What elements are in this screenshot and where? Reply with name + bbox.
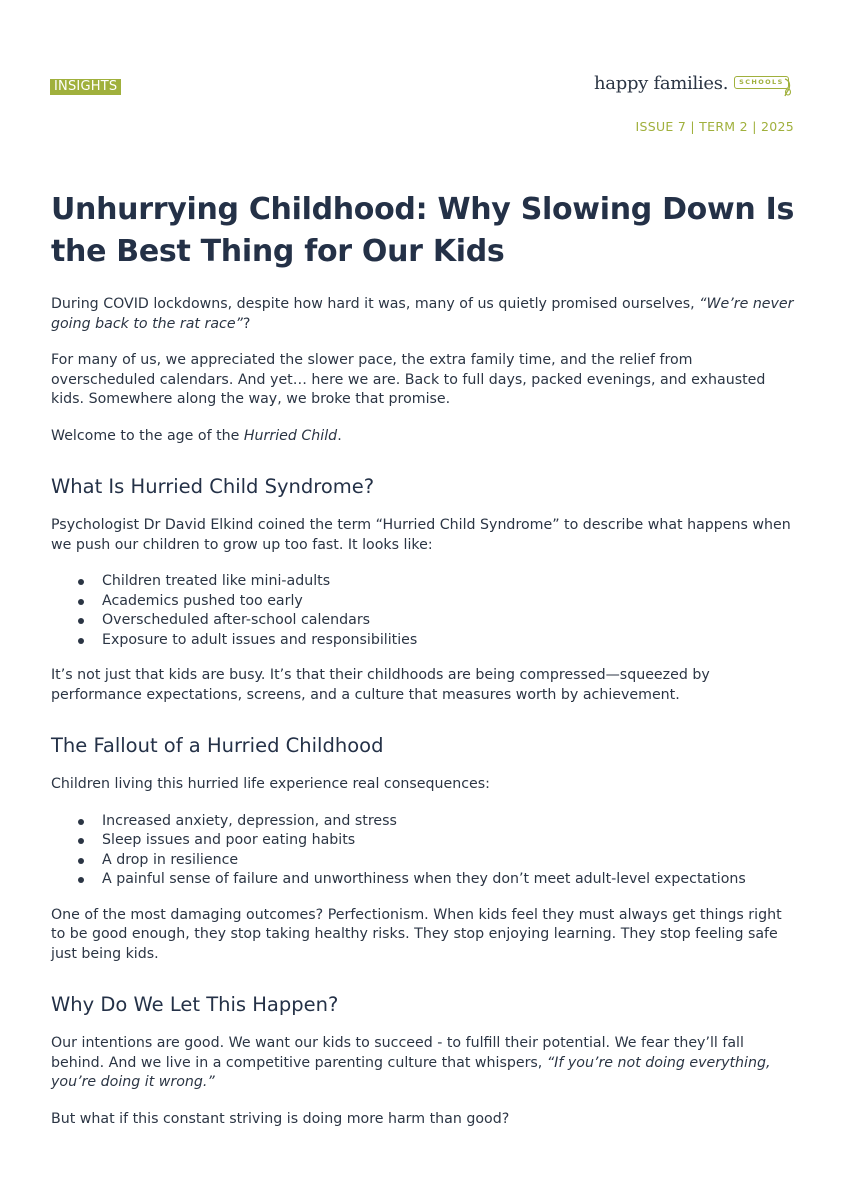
body-paragraph: Our intentions are good. We want our kids to succeed - to fulfill their potential. We fear they’ll fall behind. And we live in a competitive parenting culture that whispers, “If you’re not doing everything, you’re doing it wrong.” xyxy=(51,1035,771,1090)
body-paragraph: Psychologist Dr David Elkind coined the term “Hurried Child Syndrome” to describe what happens when we push our children to grow up too fast. It looks like: xyxy=(51,517,791,553)
body-paragraph: One of the most damaging outcomes? Perfectionism. When kids feel they must always get things right to be good enough, they stop taking healthy risks. They stop enjoying learning. They stop feeling safe just being kids. xyxy=(51,906,782,962)
body-paragraph: But what if this constant striving is doing more harm than good? xyxy=(51,1110,510,1127)
body-paragraph: Children living this hurried life experience real consequences: xyxy=(51,776,490,792)
body-paragraph: It’s not just that kids are busy. It’s that their childhoods are being compressed—squeezed by performance expectations, screens, and a culture that measures worth by achievement. xyxy=(51,667,710,703)
section-heading: Why Do We Let This Happen? xyxy=(51,993,339,1016)
list-item: Exposure to adult issues and responsibilities xyxy=(51,631,799,651)
intro-paragraph: Welcome to the age of the Hurried Child. xyxy=(51,427,342,444)
list-item: Children treated like mini-adults xyxy=(51,572,799,592)
list-item: Sleep issues and poor eating habits xyxy=(51,831,799,851)
list-item: Overscheduled after-school calendars xyxy=(51,611,799,631)
leaf-icon xyxy=(783,77,793,97)
intro-paragraph: For many of us, we appreciated the slower pace, the extra family time, and the relief from overscheduled calendars. And yet… here we are. Back to full days, packed evenings, and exhausted kids. Somewhere along the way, we broke that promise. xyxy=(51,352,766,407)
section-heading: What Is Hurried Child Syndrome? xyxy=(51,475,375,498)
list-item: Increased anxiety, depression, and stress xyxy=(51,812,799,832)
article-title: Unhurrying Childhood: Why Slowing Down Is the Best Thing for Our Kids xyxy=(51,192,795,269)
bullet-list xyxy=(51,812,799,890)
brand-logo xyxy=(594,70,789,98)
section-heading: The Fallout of a Hurried Childhood xyxy=(51,734,384,757)
section-tag: INSIGHTS xyxy=(50,79,121,95)
intro-paragraph: During COVID lockdowns, despite how hard it was, many of us quietly promised ourselves, “We’re never going back to the rat race”? xyxy=(51,296,794,332)
list-item: A drop in resilience xyxy=(51,851,799,871)
list-item: Academics pushed too early xyxy=(51,592,799,612)
article-body xyxy=(51,189,799,1146)
list-item: A painful sense of failure and unworthiness when they don’t meet adult-level expectations xyxy=(51,870,799,890)
bullet-list xyxy=(51,572,799,650)
brand-name: happy families. xyxy=(594,73,729,94)
brand-badge: SCHOOLS xyxy=(734,76,789,89)
issue-line: ISSUE 7 | TERM 2 | 2025 xyxy=(635,119,794,134)
